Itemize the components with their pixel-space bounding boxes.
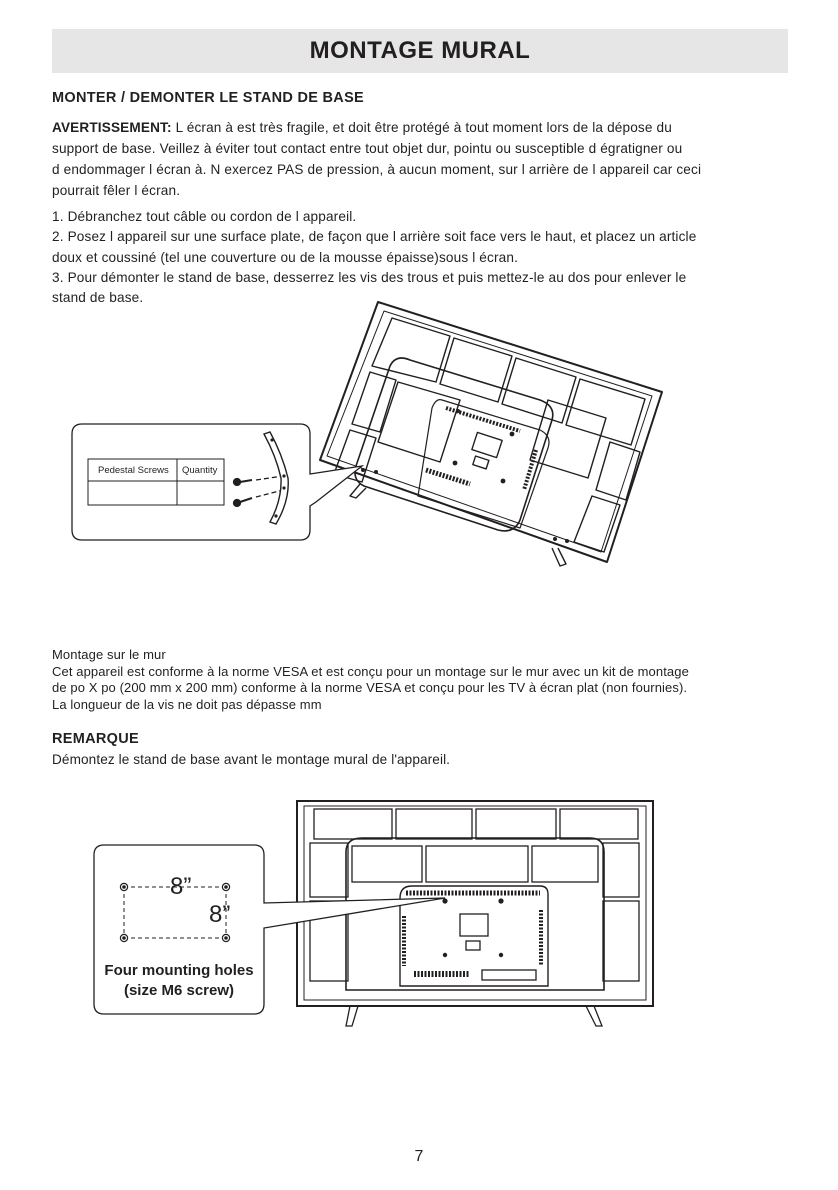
page-number: 7 bbox=[414, 1148, 424, 1165]
section-heading-stand: MONTER / DEMONTER LE STAND DE BASE bbox=[52, 90, 365, 106]
table-header-screws: Pedestal Screws bbox=[98, 465, 169, 476]
table-header-quantity: Quantity bbox=[182, 465, 218, 476]
caption-line-1: Four mounting holes bbox=[104, 962, 254, 979]
warning-label: AVERTISSEMENT: bbox=[52, 120, 172, 135]
warning-line: support de base. Veillez à éviter tout contact entre tout objet dur, pointu ou susceptible d égratigner ou bbox=[52, 141, 683, 156]
page-title: MONTAGE MURAL bbox=[309, 37, 531, 64]
step-line: 1. Débranchez tout câble ou cordon de l appareil. bbox=[52, 209, 357, 224]
step-line: stand de base. bbox=[52, 290, 144, 306]
warning-line: pourrait fêler l écran. bbox=[52, 183, 181, 198]
caption-line-2: (size M6 screw) bbox=[123, 982, 235, 999]
dim-horizontal: 8” bbox=[170, 873, 192, 900]
wallmount-line: de po X po (200 mm x 200 mm) conforme à la norme VESA et conçu pour les TV à écran plat (non fournies). bbox=[52, 680, 688, 695]
wallmount-line: Cet appareil est conforme à la norme VESA et est conçu pour un montage sur le mur avec un kit de montage bbox=[52, 663, 689, 679]
wallmount-line: La longueur de la vis ne doit pas dépasse mm bbox=[52, 696, 322, 712]
warning-line: d endommager l écran à. N exercez PAS de pression, à aucun moment, sur l arrière de l appareil car ceci bbox=[52, 162, 702, 177]
step-line: 3. Pour démonter le stand de base, desserrez les vis des trous et puis mettez-le au dos pour enlever le bbox=[52, 269, 687, 285]
tv2-label-box bbox=[460, 914, 488, 936]
warning-line: L écran à est très fragile, et doit être protégé à tout moment lors de la dépose du bbox=[171, 120, 672, 135]
step-line: 2. Posez l appareil sur une surface plate, de façon que l arrière soit face vers le haut, et placez un article bbox=[52, 229, 697, 245]
dim-vertical: 8” bbox=[209, 901, 231, 928]
step-line: doux et coussiné (tel une couverture ou de la mousse épaisse)sous l écran. bbox=[52, 249, 518, 265]
wallmount-line: Montage sur le mur bbox=[52, 647, 166, 662]
remark-text: Démontez le stand de base avant le montage mural de l'appareil. bbox=[52, 752, 451, 767]
remark-heading: REMARQUE bbox=[52, 731, 139, 747]
